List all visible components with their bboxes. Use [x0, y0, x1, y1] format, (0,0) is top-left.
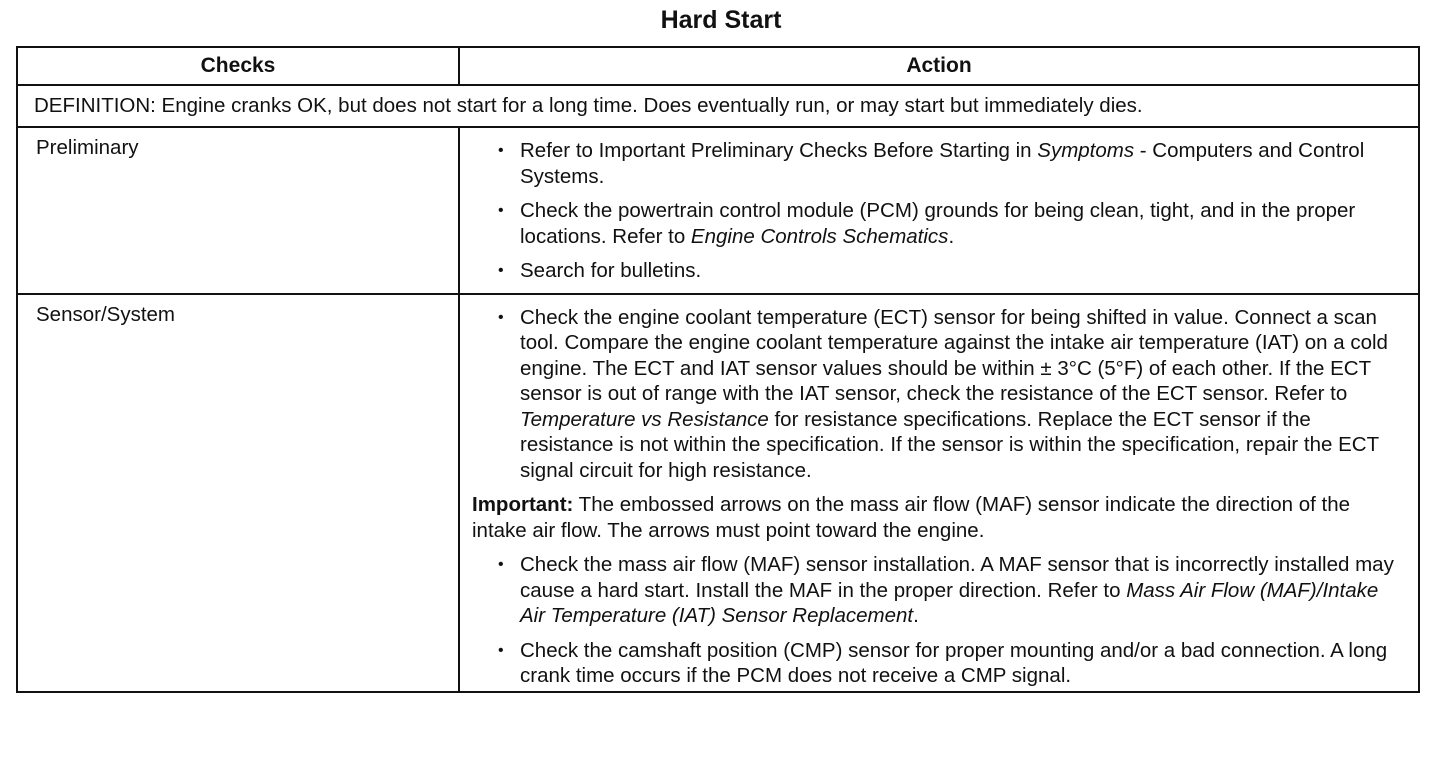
- list-item: [472, 305, 1408, 484]
- action-header: Action: [459, 47, 1419, 85]
- bullet-icon: •: [498, 202, 504, 219]
- item-text: - Computers and Control Systems.: [520, 139, 1365, 188]
- item-text: Search for bulletins.: [520, 259, 702, 282]
- diagnostic-table: [16, 46, 1420, 693]
- check-preliminary: Preliminary: [17, 127, 459, 294]
- list-item: [472, 552, 1408, 629]
- important-label: Important:: [472, 493, 574, 516]
- list-item: [472, 198, 1408, 249]
- list-item: [472, 138, 1408, 189]
- item-text: Refer to Important Preliminary Checks Before Starting in: [520, 139, 1038, 162]
- action-preliminary: [459, 127, 1419, 294]
- bullet-icon: •: [498, 308, 504, 326]
- bullet-icon: •: [498, 262, 504, 279]
- check-sensor-system: Sensor/System: [17, 294, 459, 692]
- table-row: [17, 294, 1419, 692]
- header-row: [17, 47, 1419, 85]
- item-text: Check the mass air flow (MAF) sensor installation. A MAF sensor that is incorrectly installed may cause a hard start. Install the MAF in the proper direction. Refer to: [520, 553, 1394, 602]
- item-text: for resistance specifications. Replace the ECT sensor if the resistance is not within the specification. If the sensor is within the specification, repair the ECT signal circuit for high resistance.: [520, 407, 1379, 482]
- list-item: [472, 638, 1408, 689]
- important-note: [472, 492, 1408, 543]
- definition-text: DEFINITION: Engine cranks OK, but does not start for a long time. Does eventually run, or may start but immediately dies.: [17, 85, 1419, 127]
- item-reference: Symptoms: [1037, 139, 1135, 162]
- item-text: Check the powertrain control module (PCM) grounds for being clean, tight, and in the proper locations. Refer to: [520, 199, 1356, 248]
- item-text: .: [913, 604, 919, 627]
- item-reference: Temperature vs Resistance: [520, 407, 769, 431]
- item-text: .: [948, 224, 955, 248]
- item-reference: Mass Air Flow (MAF)/Intake Air Temperature (IAT) Sensor Replacement: [520, 578, 1379, 627]
- item-text: Check the engine coolant temperature (ECT) sensor for being shifted in value. Connect a scan tool. Compare the engine coolant temperature against the intake air temperature (IAT) on a cold engine. The ECT and IAT sensor values should be within ± 3°C (5°F) of each other. If the ECT sensor is out of range with the IAT sensor, check the resistance of the ECT sensor. Refer to: [520, 305, 1388, 405]
- checks-header: Checks: [17, 47, 459, 85]
- page-title: Hard Start: [660, 6, 782, 34]
- list-item: [472, 258, 1408, 284]
- item-reference: Engine Controls Schematics: [690, 224, 949, 248]
- bullet-icon: •: [498, 142, 504, 159]
- bullet-icon: •: [498, 641, 504, 659]
- bullet-icon: •: [498, 556, 504, 573]
- action-sensor-system: [459, 294, 1419, 692]
- important-text: The embossed arrows on the mass air flow (MAF) sensor indicate the direction of the intake air flow. The arrows must point toward the engine.: [472, 493, 1351, 542]
- definition-row: [17, 85, 1419, 127]
- table-row: [17, 127, 1419, 294]
- item-text: Check the camshaft position (CMP) sensor for proper mounting and/or a bad connection. A long crank time occurs if the PCM does not receive a CMP signal.: [520, 638, 1388, 687]
